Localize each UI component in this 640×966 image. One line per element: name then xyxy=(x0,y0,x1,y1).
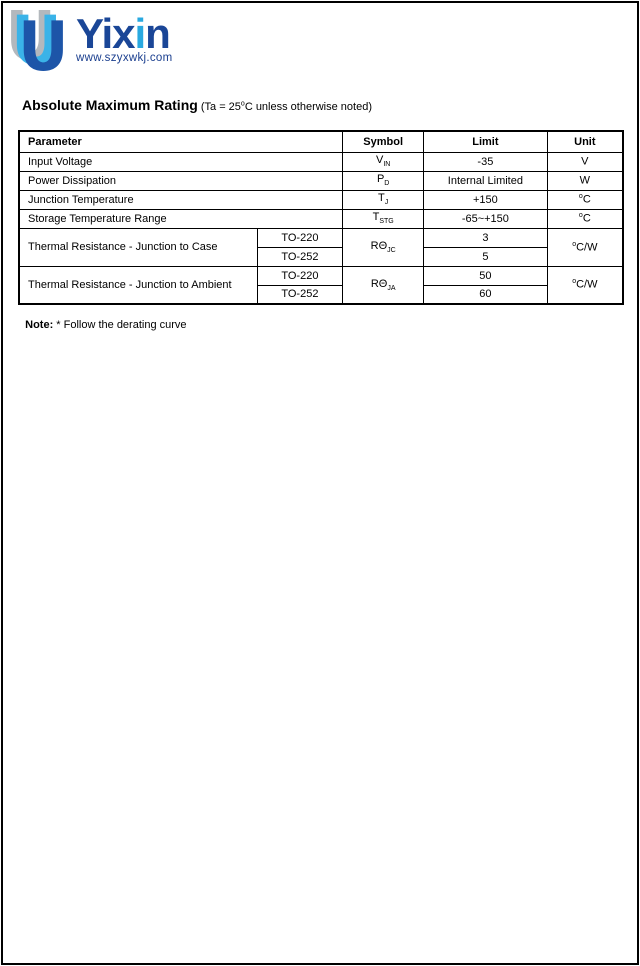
column-header-unit: Unit xyxy=(547,131,623,152)
cell-parameter: Thermal Resistance - Junction to Case xyxy=(19,228,257,266)
brand-name xyxy=(76,10,170,57)
table-row-thermal-junction-case xyxy=(19,228,623,247)
cell-symbol: $R\Theta_{JC}$ xyxy=(343,228,424,266)
cell-unit: W xyxy=(547,171,623,190)
cell-symbol: $T_{STG}$ xyxy=(343,209,424,228)
cell-limit: 60 xyxy=(424,285,548,304)
cell-limit: Internal Limited xyxy=(424,171,548,190)
cell-package: TO-220 xyxy=(257,228,343,247)
table-row-thermal-junction-ambient xyxy=(19,266,623,285)
column-header-symbol: Symbol xyxy=(343,131,424,152)
cell-package: TO-252 xyxy=(257,285,343,304)
footnote xyxy=(19,307,187,331)
cell-limit: 5 xyxy=(424,247,548,266)
cell-parameter: Storage Temperature Range xyxy=(19,209,343,228)
cell-package: TO-252 xyxy=(257,247,343,266)
footnote-label: Note: xyxy=(25,319,54,331)
cell-symbol: $P_D$ xyxy=(343,171,424,190)
cell-parameter: Junction Temperature xyxy=(19,190,343,209)
cell-limit: +150 xyxy=(424,190,548,209)
cell-unit: $^o$C xyxy=(547,209,623,228)
cell-symbol: $T_J$ xyxy=(343,190,424,209)
column-header-parameter: Parameter xyxy=(19,131,343,152)
cell-limit: -65~+150 xyxy=(424,209,548,228)
brand-logo-icon xyxy=(11,10,63,71)
cell-unit: $^o$C xyxy=(547,190,623,209)
section-heading xyxy=(22,97,372,115)
cell-parameter: Thermal Resistance - Junction to Ambient xyxy=(19,266,257,304)
cell-parameter: Input Voltage xyxy=(19,152,343,171)
column-header-limit: Limit xyxy=(424,131,548,152)
brand-website: www.szyxwkj.com xyxy=(76,52,173,64)
table-header-row xyxy=(19,131,623,152)
cell-unit: $^o$C/W xyxy=(547,228,623,266)
table-row-input-voltage xyxy=(19,152,623,171)
table-row-junction-temperature xyxy=(19,190,623,209)
table-row-storage-temperature xyxy=(19,209,623,228)
brand-letter: Y xyxy=(76,10,102,57)
cell-unit: V xyxy=(547,152,623,171)
cell-unit: $^o$C/W xyxy=(547,266,623,304)
cell-limit: -35 xyxy=(424,152,548,171)
page-title: Absolute Maximum Rating xyxy=(22,97,198,113)
brand-letter: i xyxy=(134,10,146,57)
brand-letter: x xyxy=(112,10,135,57)
section-subtitle: ($Ta = 25^oC$ unless otherwise noted) xyxy=(197,100,372,113)
cell-limit: 3 xyxy=(424,228,548,247)
cell-parameter: Power Dissipation xyxy=(19,171,343,190)
cell-symbol: $V_{IN}$ xyxy=(343,152,424,171)
cell-package: TO-220 xyxy=(257,266,343,285)
brand-letter: n xyxy=(145,10,170,57)
footnote-text: * Follow the derating curve xyxy=(53,319,187,331)
brand-letter: i xyxy=(101,10,113,57)
table-row-power-dissipation xyxy=(19,171,623,190)
cell-symbol: $R\Theta_{JA}$ xyxy=(343,266,424,304)
absolute-maximum-rating-table xyxy=(18,130,624,305)
cell-limit: 50 xyxy=(424,266,548,285)
